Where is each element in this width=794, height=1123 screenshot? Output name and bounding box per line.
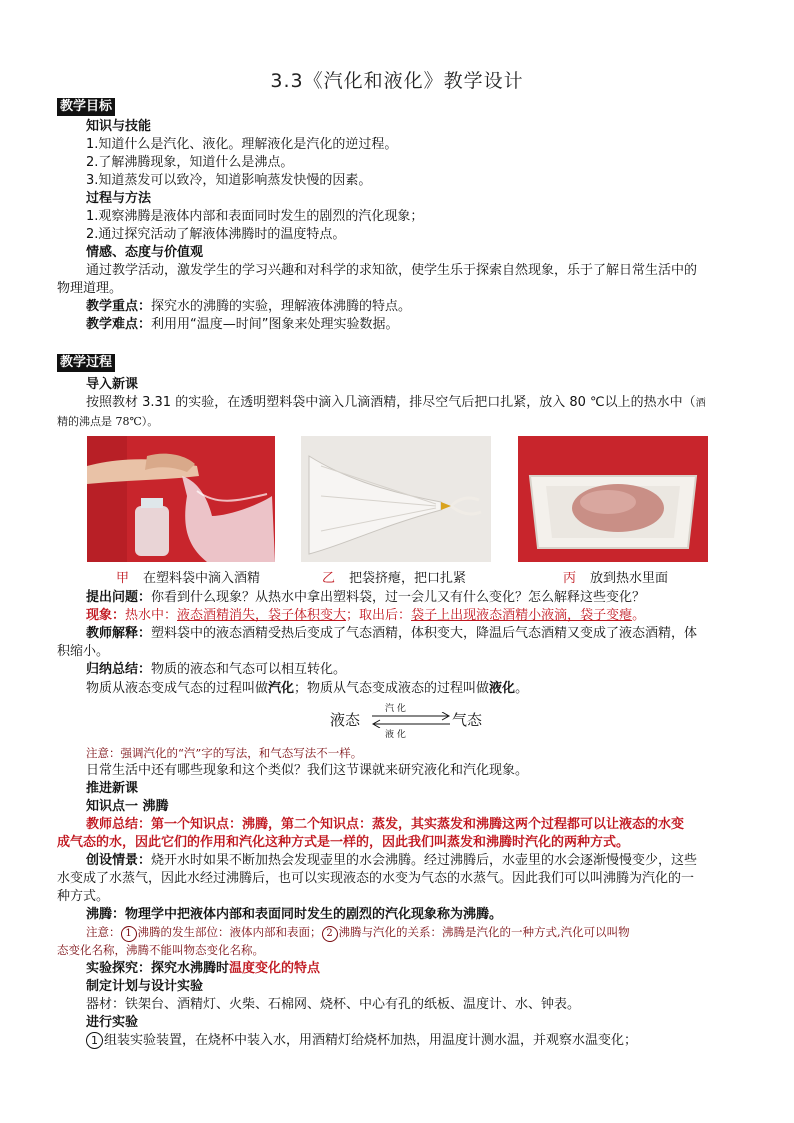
- definition-c: ；物质从气态变成液态的过程叫做: [294, 681, 490, 696]
- definition: [86, 680, 528, 698]
- section-heading-process: 教学过程: [57, 354, 115, 372]
- daily-life: 日常生活中还有哪些现象和这个类似？我们这节课就来研究液化和汽化现象。: [86, 763, 529, 778]
- page-title: 3.3《汽化和液化》教学设计: [270, 70, 524, 92]
- diagram-top-label: 汽 化: [385, 704, 406, 714]
- teacher-summary-text-2: 成气态的水，因此它们的作用和汽化这种方式是一样的，因此我们叫蒸发和沸腾时汽化的两种方式。: [57, 835, 630, 850]
- experiment-a: 探究水沸腾时: [151, 961, 230, 976]
- scenario-text-1: 烧开水时如果不断加热会发现壶里的水会沸腾。经过沸腾后，水壶里的水会逐渐慢慢变少，这些: [151, 853, 698, 868]
- diagram-left: 液态: [330, 711, 361, 729]
- difficult-point-text: 利用用“温度—时间”图象来处理实验数据。: [151, 317, 399, 332]
- explain-text-2: 积缩小。: [57, 644, 110, 659]
- note-2-d: 态变化名称，沸腾不能叫物态变化名称。: [57, 943, 264, 957]
- caption-2-text: 把袋挤瘪，把口扎紧: [349, 571, 467, 586]
- question-text: 你看到什么现象？从热水中拿出塑料袋，过一会儿又有什么变化？怎么解释这些变化？: [151, 590, 646, 605]
- definition-d: 液化: [489, 681, 516, 696]
- knowledge-point-1: 知识点一 沸腾: [86, 799, 169, 814]
- explain-text-1: 塑料袋中的液态酒精受热后变成了气态酒精，体积变大，降温后气态酒精又变成了液态酒精，体: [151, 626, 698, 641]
- phenomenon-e: 。: [632, 608, 646, 623]
- knowledge-title: 知识与技能: [86, 119, 152, 134]
- experiment: [86, 960, 320, 978]
- caption-3: [563, 570, 668, 588]
- knowledge-item-3: 3.知道蒸发可以致冷，知道影响蒸发快慢的因素。: [86, 173, 372, 188]
- caption-3-label: 丙: [563, 571, 577, 586]
- diagram-arrows: [370, 712, 452, 728]
- caption-1-text: 在塑料袋中滴入酒精: [143, 571, 261, 586]
- scenario-text-2: 水变成了水蒸气，因此水经过沸腾后，也可以实现液态的水变为气态的水蒸气。因此我们可以叫沸腾为汽化的一: [57, 871, 695, 886]
- phenomenon: [86, 607, 645, 625]
- note-2-b: 沸腾的发生部位：液体内部和表面；: [137, 925, 322, 939]
- note-2-circle-2: 2: [322, 926, 338, 942]
- question-label: 提出问题：: [86, 590, 152, 605]
- key-point: [86, 298, 411, 316]
- phenomenon-label: 现象：: [86, 608, 126, 623]
- question: [86, 589, 645, 607]
- teacher-summary-label: 教师总结：: [86, 817, 152, 832]
- plan-title: 制定计划与设计实验: [86, 979, 204, 994]
- key-point-label: 教学重点：: [86, 299, 152, 314]
- intro-title: 导入新课: [86, 377, 139, 392]
- process-title: 过程与方法: [86, 191, 152, 206]
- emotion-text-2: 物理道理。: [57, 281, 123, 296]
- process-item-1: 1.观察沸腾是液体内部和表面同时发生的剧烈的汽化现象；: [86, 209, 424, 224]
- boiling-definition: 沸腾：物理学中把液体内部和表面同时发生的剧烈的汽化现象称为沸腾。: [86, 907, 503, 922]
- process-item-2: 2.通过探究活动了解液体沸腾时的温度特点。: [86, 227, 346, 242]
- photo-drop-alcohol: [87, 436, 275, 562]
- key-point-text: 探究水的沸腾的实验，理解液体沸腾的特点。: [151, 299, 412, 314]
- scenario-label: 创设情景：: [86, 853, 152, 868]
- note-2: [86, 924, 630, 942]
- emotion-title: 情感、态度与价值观: [86, 245, 204, 260]
- caption-3-text: 放到热水里面: [590, 571, 669, 586]
- summary-text: 物质的液态和气态可以相互转化。: [151, 662, 347, 677]
- difficult-point-label: 教学难点：: [86, 317, 152, 332]
- note-2-c: 沸腾与汽化的关系：沸腾是汽化的一种方式,汽化可以叫物: [338, 925, 630, 939]
- intro-text-1-main: 按照教材 3.31 的实验，在透明塑料袋中滴入几滴酒精，排尽空气后把口扎紧，放入 80 ℃以上的热水中（: [86, 395, 696, 410]
- note-2-a: 注意：: [86, 925, 121, 939]
- definition-e: 。: [515, 681, 529, 696]
- experiment-b: 温度变化的特点: [229, 961, 321, 976]
- teacher-summary-1: [86, 816, 684, 834]
- knowledge-item-1: 1.知道什么是汽化、液化。理解液化是汽化的逆过程。: [86, 137, 398, 152]
- caption-1-label: 甲: [116, 571, 130, 586]
- teacher-summary-text-1: 第一个知识点：沸腾，第二个知识点：蒸发，其实蒸发和沸腾这两个过程都可以让液态的水变: [151, 817, 685, 832]
- scenario-text-3: 种方式。: [57, 889, 110, 904]
- diagram-bottom-label: 液 化: [385, 730, 406, 740]
- difficult-point: [86, 316, 399, 334]
- section-heading-goals: 教学目标: [57, 98, 115, 116]
- phenomenon-a: 热水中：: [125, 608, 178, 623]
- phenomenon-c: ；取出后：: [346, 608, 412, 623]
- summary-label: 归纳总结：: [86, 662, 152, 677]
- definition-b: 汽化: [268, 681, 295, 696]
- note-2-circle-1: 1: [121, 926, 137, 942]
- phenomenon-d: 袋子上出现液态酒精小液滴，袋子变瘪: [411, 608, 633, 623]
- caption-1: [116, 570, 260, 588]
- diagram-right: 气态: [452, 711, 483, 729]
- explain-label: 教师解释：: [86, 626, 152, 641]
- step-1: [86, 1032, 637, 1050]
- step-1-circle: 1: [86, 1032, 103, 1049]
- summary: [86, 661, 346, 679]
- equipment: 器材：铁架台、酒精灯、火柴、石棉网、烧杯、中心有孔的纸板、温度计、水、钟表。: [86, 997, 581, 1012]
- intro-text-1: [86, 394, 706, 413]
- new-lesson-title: 推进新课: [86, 781, 139, 796]
- photo-tied-bag: [301, 436, 491, 562]
- intro-text-2: 精的沸点是 78℃）。: [57, 415, 159, 428]
- note-1: 注意：强调汽化的“汽”字的写法，和气态写法不一样。: [86, 746, 363, 760]
- caption-2: [322, 570, 466, 588]
- definition-a: 物质从液态变成气态的过程叫做: [86, 681, 269, 696]
- intro-text-1-small: 酒: [695, 398, 706, 409]
- step-1-text: 组装实验装置，在烧杯中装入水，用酒精灯给烧杯加热，用温度计测水温，并观察水温变化；: [104, 1033, 638, 1048]
- caption-2-label: 乙: [322, 571, 336, 586]
- explain-1: [86, 625, 697, 643]
- experiment-label: 实验探究：: [86, 961, 152, 976]
- emotion-text-1: 通过教学活动，激发学生的学习兴趣和对科学的求知欲，使学生乐于探索自然现象，乐于了解日常生活中的: [86, 263, 698, 278]
- run-title: 进行实验: [86, 1015, 139, 1030]
- photo-hot-water: [518, 436, 708, 562]
- knowledge-item-2: 2.了解沸腾现象，知道什么是沸点。: [86, 155, 294, 170]
- phenomenon-b: 液态酒精消失，袋子体积变大: [177, 608, 347, 623]
- scenario-1: [86, 852, 697, 870]
